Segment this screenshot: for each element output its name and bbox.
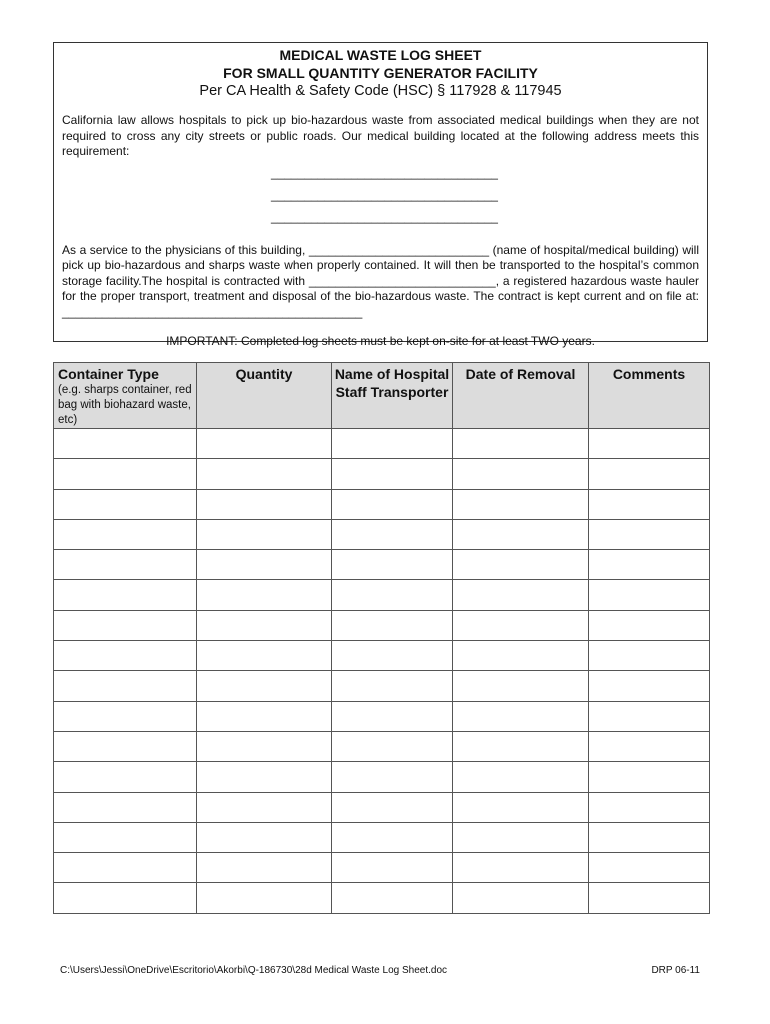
column-label: Date of Removal xyxy=(465,366,576,382)
log-entry-cell[interactable] xyxy=(589,489,710,519)
waste-log-table xyxy=(53,362,710,914)
log-entry-cell[interactable] xyxy=(453,701,589,731)
log-entry-cell[interactable] xyxy=(54,580,197,610)
table-row xyxy=(54,731,710,761)
table-row xyxy=(54,519,710,549)
log-entry-cell[interactable] xyxy=(589,550,710,580)
log-entry-cell[interactable] xyxy=(54,731,197,761)
address-line-3[interactable]: __________________________________ xyxy=(271,209,498,224)
log-entry-cell[interactable] xyxy=(332,580,453,610)
log-entry-cell[interactable] xyxy=(453,671,589,701)
log-entry-cell[interactable] xyxy=(453,762,589,792)
log-entry-cell[interactable] xyxy=(197,641,332,671)
table-row xyxy=(54,580,710,610)
log-entry-cell[interactable] xyxy=(589,822,710,852)
log-entry-cell[interactable] xyxy=(453,610,589,640)
title-line-1: MEDICAL WASTE LOG SHEET xyxy=(279,47,482,63)
table-header-row xyxy=(54,363,710,429)
header-box xyxy=(53,42,708,348)
column-header-comments xyxy=(589,363,710,429)
log-entry-cell[interactable] xyxy=(54,671,197,701)
log-entry-cell[interactable] xyxy=(453,519,589,549)
log-entry-cell[interactable] xyxy=(589,580,710,610)
log-entry-cell[interactable] xyxy=(197,853,332,883)
log-entry-cell[interactable] xyxy=(332,550,453,580)
table-row xyxy=(54,762,710,792)
log-entry-cell[interactable] xyxy=(197,580,332,610)
log-entry-cell[interactable] xyxy=(453,792,589,822)
table-row xyxy=(54,610,710,640)
table-row xyxy=(54,459,710,489)
column-header-container-type xyxy=(54,363,197,429)
log-entry-cell[interactable] xyxy=(197,883,332,913)
column-header-quantity xyxy=(197,363,332,429)
log-table-body xyxy=(54,429,710,914)
log-entry-cell[interactable] xyxy=(54,792,197,822)
log-entry-cell[interactable] xyxy=(54,550,197,580)
log-entry-cell[interactable] xyxy=(332,792,453,822)
log-entry-cell[interactable] xyxy=(453,580,589,610)
log-entry-cell[interactable] xyxy=(453,429,589,459)
table-row xyxy=(54,641,710,671)
log-entry-cell[interactable] xyxy=(332,883,453,913)
log-entry-cell[interactable] xyxy=(54,459,197,489)
log-entry-cell[interactable] xyxy=(197,701,332,731)
table-row xyxy=(54,671,710,701)
log-entry-cell[interactable] xyxy=(589,853,710,883)
table-row xyxy=(54,550,710,580)
column-label: Name of Hospital Staff Transporter xyxy=(334,366,450,400)
address-lines xyxy=(54,162,707,228)
log-entry-cell[interactable] xyxy=(54,641,197,671)
log-entry-cell[interactable] xyxy=(197,762,332,792)
log-entry-cell[interactable] xyxy=(589,459,710,489)
log-entry-cell[interactable] xyxy=(589,641,710,671)
log-entry-cell[interactable] xyxy=(332,489,453,519)
footer-file-path: C:\Users\Jessi\OneDrive\Escritorio\Akorbi\Q-186730\28d Medical Waste Log Sheet.doc xyxy=(60,965,448,976)
column-label: Container Type xyxy=(58,366,159,382)
column-header-transporter xyxy=(332,363,453,429)
table-row xyxy=(54,822,710,852)
log-entry-cell[interactable] xyxy=(197,489,332,519)
log-entry-cell[interactable] xyxy=(453,853,589,883)
log-entry-cell[interactable] xyxy=(332,641,453,671)
log-entry-cell[interactable] xyxy=(453,641,589,671)
log-entry-cell[interactable] xyxy=(589,519,710,549)
title-line-2: FOR SMALL QUANTITY GENERATOR FACILITY xyxy=(223,65,538,81)
log-entry-cell[interactable] xyxy=(453,883,589,913)
important-notice: IMPORTANT: Completed log sheets must be kept on-site for at least TWO years. xyxy=(166,334,595,348)
log-entry-cell[interactable] xyxy=(197,429,332,459)
log-entry-cell[interactable] xyxy=(332,610,453,640)
column-sublabel: (e.g. sharps container, red bag with biohazard waste, etc) xyxy=(58,384,192,426)
log-entry-cell[interactable] xyxy=(54,489,197,519)
log-entry-cell[interactable] xyxy=(453,731,589,761)
log-entry-cell[interactable] xyxy=(197,550,332,580)
log-entry-cell[interactable] xyxy=(453,459,589,489)
code-subtitle: Per CA Health & Safety Code (HSC) § 117928 & 117945 xyxy=(199,83,562,99)
log-entry-cell[interactable] xyxy=(54,853,197,883)
table-row xyxy=(54,792,710,822)
log-entry-cell[interactable] xyxy=(453,550,589,580)
column-header-date-of-removal xyxy=(453,363,589,429)
log-entry-cell[interactable] xyxy=(332,519,453,549)
address-line-2[interactable]: __________________________________ xyxy=(271,187,498,202)
log-entry-cell[interactable] xyxy=(589,429,710,459)
table-row xyxy=(54,853,710,883)
log-entry-cell[interactable] xyxy=(54,701,197,731)
log-entry-cell[interactable] xyxy=(197,731,332,761)
log-entry-cell[interactable] xyxy=(332,762,453,792)
log-entry-cell[interactable] xyxy=(332,459,453,489)
log-entry-cell[interactable] xyxy=(589,792,710,822)
log-entry-cell[interactable] xyxy=(332,822,453,852)
log-entry-cell[interactable] xyxy=(54,429,197,459)
log-entry-cell[interactable] xyxy=(197,459,332,489)
table-row xyxy=(54,883,710,913)
column-label: Quantity xyxy=(235,366,293,382)
log-entry-cell[interactable] xyxy=(332,671,453,701)
log-entry-cell[interactable] xyxy=(332,853,453,883)
log-entry-cell[interactable] xyxy=(453,822,589,852)
log-entry-cell[interactable] xyxy=(332,429,453,459)
column-label: Comments xyxy=(612,366,686,382)
log-entry-cell[interactable] xyxy=(197,610,332,640)
log-entry-cell[interactable] xyxy=(589,883,710,913)
log-entry-cell[interactable] xyxy=(589,701,710,731)
log-entry-cell[interactable] xyxy=(453,489,589,519)
log-entry-cell[interactable] xyxy=(197,519,332,549)
service-paragraph: As a service to the physicians of this building, ___________________________ (name of hospital/medical building) will pick up bio-hazardous and sharps waste when properly contained. It will then be transported to the hospital’s common storage facility.The hospital is contracted with ____________________________, a registered hazardous waste hauler for the proper transport, treatment and disposal of the bio-hazardous waste. The contract is kept current and on file at: _____________________________________________ xyxy=(62,242,699,319)
log-entry-cell[interactable] xyxy=(589,762,710,792)
log-entry-cell[interactable] xyxy=(197,822,332,852)
log-entry-cell[interactable] xyxy=(54,762,197,792)
intro-paragraph: California law allows hospitals to pick up bio-hazardous waste from associated medical buildings when they are not required to cross any city streets or public roads. Our medical building located at the following address meets this requirement: xyxy=(62,113,699,158)
log-entry-cell[interactable] xyxy=(54,519,197,549)
table-row xyxy=(54,701,710,731)
log-entry-cell[interactable] xyxy=(589,731,710,761)
address-line-1[interactable]: __________________________________ xyxy=(271,165,498,180)
table-row xyxy=(54,429,710,459)
log-entry-cell[interactable] xyxy=(332,731,453,761)
log-entry-cell[interactable] xyxy=(589,610,710,640)
log-entry-cell[interactable] xyxy=(332,701,453,731)
log-entry-cell[interactable] xyxy=(54,822,197,852)
log-entry-cell[interactable] xyxy=(54,610,197,640)
log-entry-cell[interactable] xyxy=(589,671,710,701)
log-entry-cell[interactable] xyxy=(197,792,332,822)
log-entry-cell[interactable] xyxy=(54,883,197,913)
footer-form-code: DRP 06-11 xyxy=(651,965,700,976)
table-row xyxy=(54,489,710,519)
log-entry-cell[interactable] xyxy=(197,671,332,701)
